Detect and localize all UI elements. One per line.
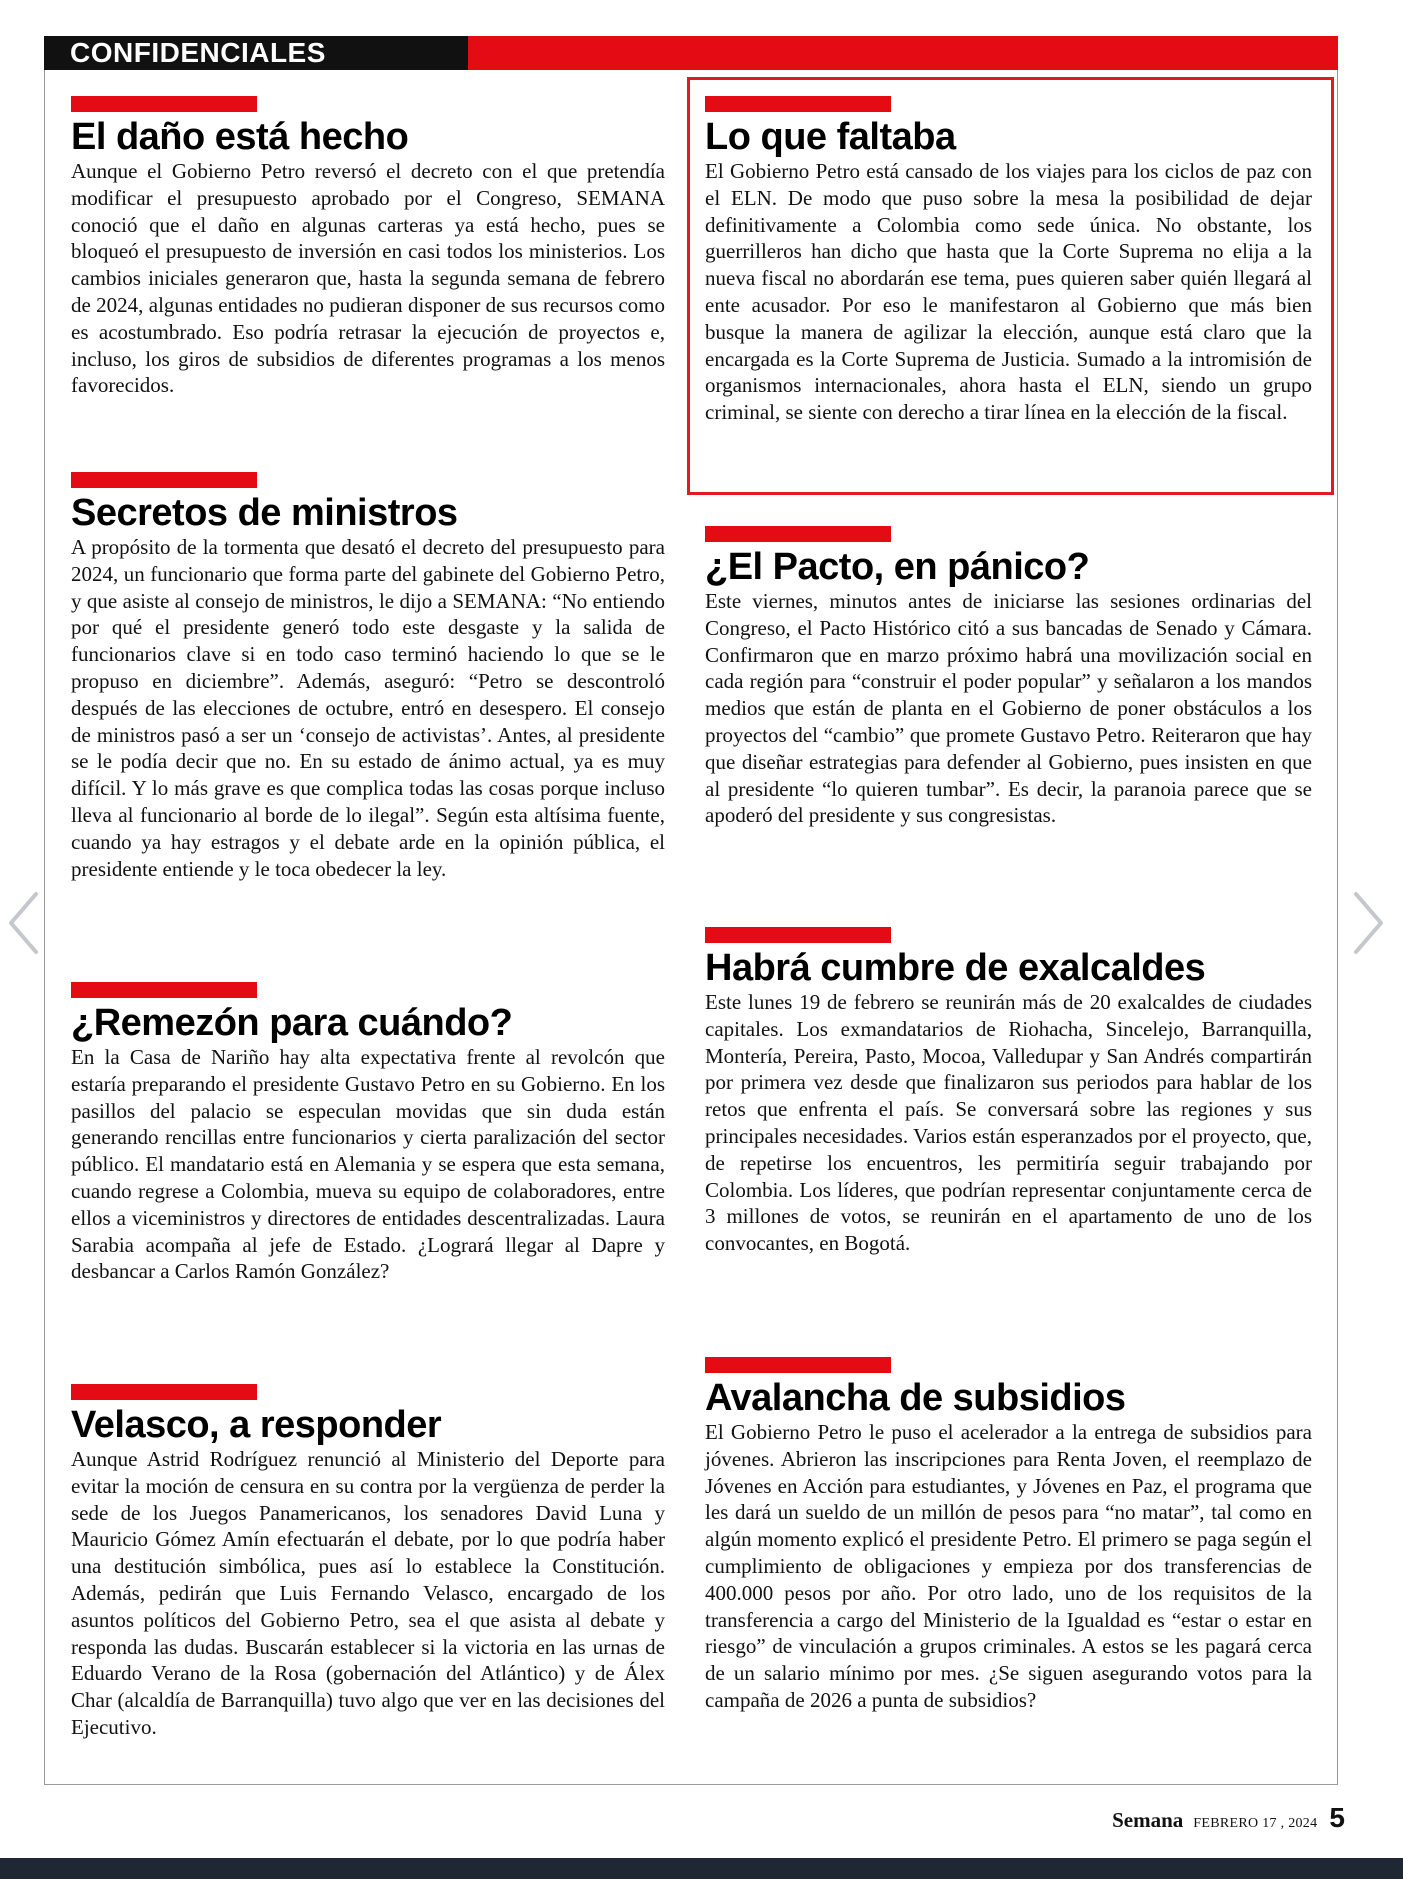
article-red-bar — [705, 96, 891, 112]
article-red-bar — [705, 927, 891, 943]
article-body: Este lunes 19 de febrero se reunirán más de 20 exalcaldes de ciudades capitales. Los exmandatarios de Riohacha, Sincelejo, Barranquilla, Montería, Pereira, Pasto, Mocoa, Valledupar y San Andrés compartirán por primera vez desde que finalizaron sus periodos para hablar de los retos que enfrenta el país. Se conversará sobre las regiones y sus principales necesidades. Varios están esperanzados por el proyecto, que, de repetirse los encuentros, les permitiría seguir trabajando por Colombia. Los líderes, que podrían representar conjuntamente cerca de 3 millones de votos, se reunirán en el apartamento de uno de los convocantes, en Bogotá. — [705, 990, 1312, 1256]
article-body: En la Casa de Nariño hay alta expectativa frente al revolcón que estaría preparando el presidente Gustavo Petro en su Gobierno. En los pasillos del palacio se especulan movidas que sin duda están generando rencillas entre funcionarios y cierta paralización del sector público. El mandatario está en Alemania y se espera que esta semana, cuando regrese a Colombia, mueva su equipo de colaboradores, entre ellos a viceministros y directores de entidades descentralizadas. Laura Sarabia acompaña al jefe de Estado. ¿Logrará llegar al Dapre y desbancar a Carlos Ramón González? — [71, 1045, 665, 1284]
article-body: El Gobierno Petro le puso el acelerador a la entrega de subsidios para jóvenes. Abrieron las inscripciones para Renta Joven, el reemplazo de Jóvenes en Acción para estudiantes, y Jóvenes en Paz, el programa que les dará un sueldo de un millón de pesos para “no matar”, tal como en algún momento explicó el presidente Petro. El primero se paga según el cumplimiento de obligaciones y empieza por dos transferencias de 400.000 pesos por año. Por otro lado, uno de los requisitos de la transferencia a cargo del Ministerio de la Igualdad es “estar o estar en riesgo” de vinculación a grupos criminales. A estos se les pagará cerca de un salario mínimo por mes. ¿Se siguen asegurando votos para la campaña de 2026 a punta de subsidios? — [705, 1420, 1312, 1712]
section-header — [44, 36, 1338, 70]
article-red-bar — [71, 472, 257, 488]
article-title: Lo que faltaba — [705, 116, 956, 158]
article-title: ¿Remezón para cuándo? — [71, 1002, 513, 1044]
article-red-bar — [71, 96, 257, 112]
article-title: Avalancha de subsidios — [705, 1377, 1126, 1419]
chevron-right-icon[interactable] — [1352, 888, 1386, 958]
article-secretos-de-ministros — [71, 472, 665, 882]
article-title: Habrá cumbre de exalcaldes — [705, 947, 1206, 989]
article-red-bar — [705, 1357, 891, 1373]
footer-date: FEBRERO 17 , 2024 — [1193, 1816, 1318, 1831]
article-remezon — [71, 982, 665, 1285]
section-title: CONFIDENCIALES — [70, 37, 326, 68]
footer-brand: Semana — [1112, 1808, 1184, 1832]
article-body: A propósito de la tormenta que desató el decreto del presupuesto para 2024, un funcionario que forma parte del gabinete del Gobierno Petro, y que asiste al consejo de ministros, le dijo a SEMANA: “No entiendo por qué el presidente generó todo este desgaste y la salida de funcionarios clave si en todo caso terminó haciendo lo que se le propuso en diciembre”. Además, aseguró: “Petro se descontroló después de las elecciones de octubre, entró en desespero. El consejo de ministros pasó a ser un ‘consejo de activistas’. Antes, al presidente se le podía decir que no. En su estado de ánimo actual, ya es muy difícil. Y lo más grave es que complica todas las cosas porque incluso lleva al funcionario al borde de lo ilegal”. Según esta altísima fuente, cuando ya hay estragos y el debate arde en la opinión pública, el presidente entiende y le toca obedecer la ley. — [71, 535, 665, 881]
article-red-bar — [71, 1384, 257, 1400]
article-velasco — [71, 1384, 665, 1741]
article-avalancha-subsidios — [705, 1357, 1312, 1714]
article-el-dano — [71, 96, 665, 399]
article-body: El Gobierno Petro está cansado de los viajes para los ciclos de paz con el ELN. De modo que puso sobre la mesa la posibilidad de dejar definitivamente a Colombia como sede única. No obstante, los guerrilleros han dicho que hasta que la Corte Suprema no elija a la nueva fiscal no abordarán ese tema, pues quieren saber quién llegará al ente acusador. Por eso le manifestaron al Gobierno que más bien busque la manera de agilizar la elección, aunque está claro que la encargada es la Corte Suprema de Justicia. Sumado a la intromisión de organismos internacionales, ahora hasta el ELN, siendo un grupo criminal, se siente con derecho a tirar línea en la elección de la fiscal. — [705, 159, 1312, 425]
article-title: Secretos de ministros — [71, 492, 458, 534]
article-body: Aunque el Gobierno Petro reversó el decreto con el que pretendía modificar el presupuesto aprobado por el Congreso, SEMANA conoció que el daño en algunas carteras ya está hecho, pues se bloqueó el presupuesto de inversión en casi todos los ministerios. Los cambios iniciales generaron que, hasta la segunda semana de febrero de 2024, algunas entidades no pudieran disponer de sus recursos como es acostumbrado. Eso podría retrasar la ejecución de proyectos e, incluso, los giros de subsidios de diferentes programas a los menos favorecidos. — [71, 159, 665, 398]
article-el-pacto — [705, 526, 1312, 829]
page-footer — [1112, 1802, 1345, 1834]
article-title: Velasco, a responder — [71, 1404, 442, 1446]
chevron-left-icon[interactable] — [6, 888, 40, 958]
page-number: 5 — [1329, 1802, 1345, 1833]
bottom-band — [0, 1858, 1403, 1879]
article-body: Aunque Astrid Rodríguez renunció al Ministerio del Deporte para evitar la moción de censura en su contra por la vergüenza de perder la sede de los Juegos Panamericanos, los senadores David Luna y Mauricio Gómez Amín efectuarán el debate, por lo que podría haber una destitución simbólica, pues así lo establece la Constitución. Además, pedirán que Luis Fernando Velasco, encargado de los asuntos políticos del Gobierno Petro, sea el que asista al debate y responda las dudas. Buscarán establecer si la victoria en las urnas de Eduardo Verano de la Rosa (gobernación del Atlántico) y de Álex Char (alcaldía de Barranquilla) tuvo algo que ver en las decisiones del Ejecutivo. — [71, 1447, 665, 1739]
article-red-bar — [71, 982, 257, 998]
article-red-bar — [705, 526, 891, 542]
article-title: ¿El Pacto, en pánico? — [705, 546, 1090, 588]
article-body: Este viernes, minutos antes de iniciarse las sesiones ordinarias del Congreso, el Pacto Histórico citó a sus bancadas de Senado y Cámara. Confirmaron que en marzo próximo habrá una movilización social en cada región para “construir el poder popular” y señalaron a los mandos medios que están de planta en el Gobierno de poner obstáculos a los proyectos del “cambio” que promete Gustavo Petro. Reiteraron que hay que diseñar estrategias para defender al Gobierno, pues insisten en que al presidente “lo quieren tumbar”. Es decir, la paranoia parece que se apoderó del presidente y sus congresistas. — [705, 589, 1312, 828]
article-cumbre-exalcaldes — [705, 927, 1312, 1257]
article-title: El daño está hecho — [71, 116, 409, 158]
article-lo-que-faltaba — [705, 96, 1312, 426]
